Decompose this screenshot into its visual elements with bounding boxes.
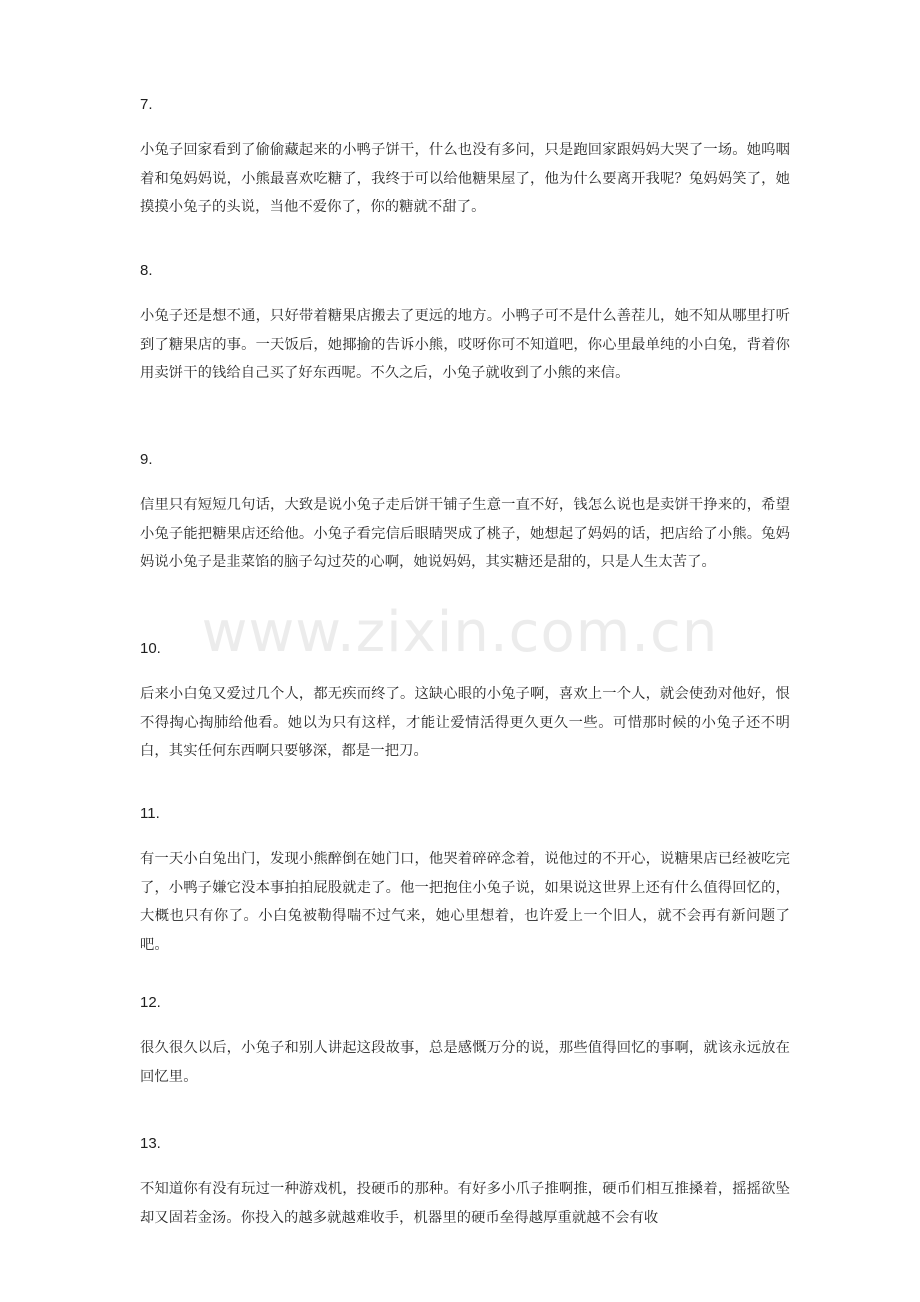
section-paragraph: 不知道你有没有玩过一种游戏机，投硬币的那种。有好多小爪子推啊推，硬币们相互推搡着，摇摇欲坠却又固若金汤。你投入的越多就越难收手，机器里的硬币垒得越厚重就越不会有收 bbox=[140, 1181, 790, 1226]
section-paragraph: 信里只有短短几句话，大致是说小兔子走后饼干铺子生意一直不好，钱怎么说也是卖饼干挣来的，希望小兔子能把糖果店还给他。小兔子看完信后眼睛哭成了桃子，她想起了妈妈的话，把店给了小熊。兔妈妈说小兔子是韭菜馅的脑子勾过芡的心啊，她说妈妈，其实糖还是甜的，只是人生太苦了。 bbox=[140, 497, 790, 570]
section-number: 13. bbox=[140, 1135, 161, 1152]
section-number: 9. bbox=[140, 451, 153, 468]
section-8 bbox=[140, 262, 790, 388]
section-10 bbox=[140, 640, 790, 766]
section-number: 7. bbox=[140, 96, 153, 113]
section-paragraph: 很久很久以后，小兔子和别人讲起这段故事，总是感慨万分的说，那些值得回忆的事啊，就该永远放在回忆里。 bbox=[140, 1040, 790, 1085]
section-number: 11. bbox=[140, 805, 160, 822]
section-13 bbox=[140, 1135, 790, 1232]
section-7 bbox=[140, 96, 790, 222]
section-12 bbox=[140, 994, 790, 1091]
section-number: 10. bbox=[140, 640, 161, 657]
section-11 bbox=[140, 805, 790, 959]
section-paragraph: 小兔子还是想不通，只好带着糖果店搬去了更远的地方。小鸭子可不是什么善茬儿，她不知从哪里打听到了糖果店的事。一天饭后，她揶揄的告诉小熊，哎呀你可不知道吧，你心里最单纯的小白兔，背着你用卖饼干的钱给自己买了好东西呢。不久之后，小兔子就收到了小熊的来信。 bbox=[140, 308, 790, 381]
section-number: 8. bbox=[140, 262, 153, 279]
section-paragraph: 有一天小白兔出门，发现小熊醉倒在她门口，他哭着碎碎念着，说他过的不开心，说糖果店已经被吃完了，小鸭子嫌它没本事拍拍屁股就走了。他一把抱住小兔子说，如果说这世界上还有什么值得回忆的，大概也只有你了。小白兔被勒得喘不过气来，她心里想着，也许爱上一个旧人，就不会再有新问题了吧。 bbox=[140, 851, 790, 953]
section-paragraph: 小兔子回家看到了偷偷藏起来的小鸭子饼干，什么也没有多问，只是跑回家跟妈妈大哭了一场。她呜咽着和兔妈妈说，小熊最喜欢吃糖了，我终于可以给他糖果屋了，他为什么要离开我呢？兔妈妈笑了，她摸摸小兔子的头说，当他不爱你了，你的糖就不甜了。 bbox=[140, 142, 790, 215]
section-paragraph: 后来小白兔又爱过几个人，都无疾而终了。这缺心眼的小兔子啊，喜欢上一个人，就会使劲对他好，恨不得掏心掏肺给他看。她以为只有这样，才能让爱情活得更久更久一些。可惜那时候的小兔子还不明白，其实任何东西啊只要够深，都是一把刀。 bbox=[140, 686, 790, 759]
section-number: 12. bbox=[140, 994, 161, 1011]
watermark-text: www.zixin.com.cn bbox=[201, 600, 719, 665]
section-9 bbox=[140, 451, 790, 577]
